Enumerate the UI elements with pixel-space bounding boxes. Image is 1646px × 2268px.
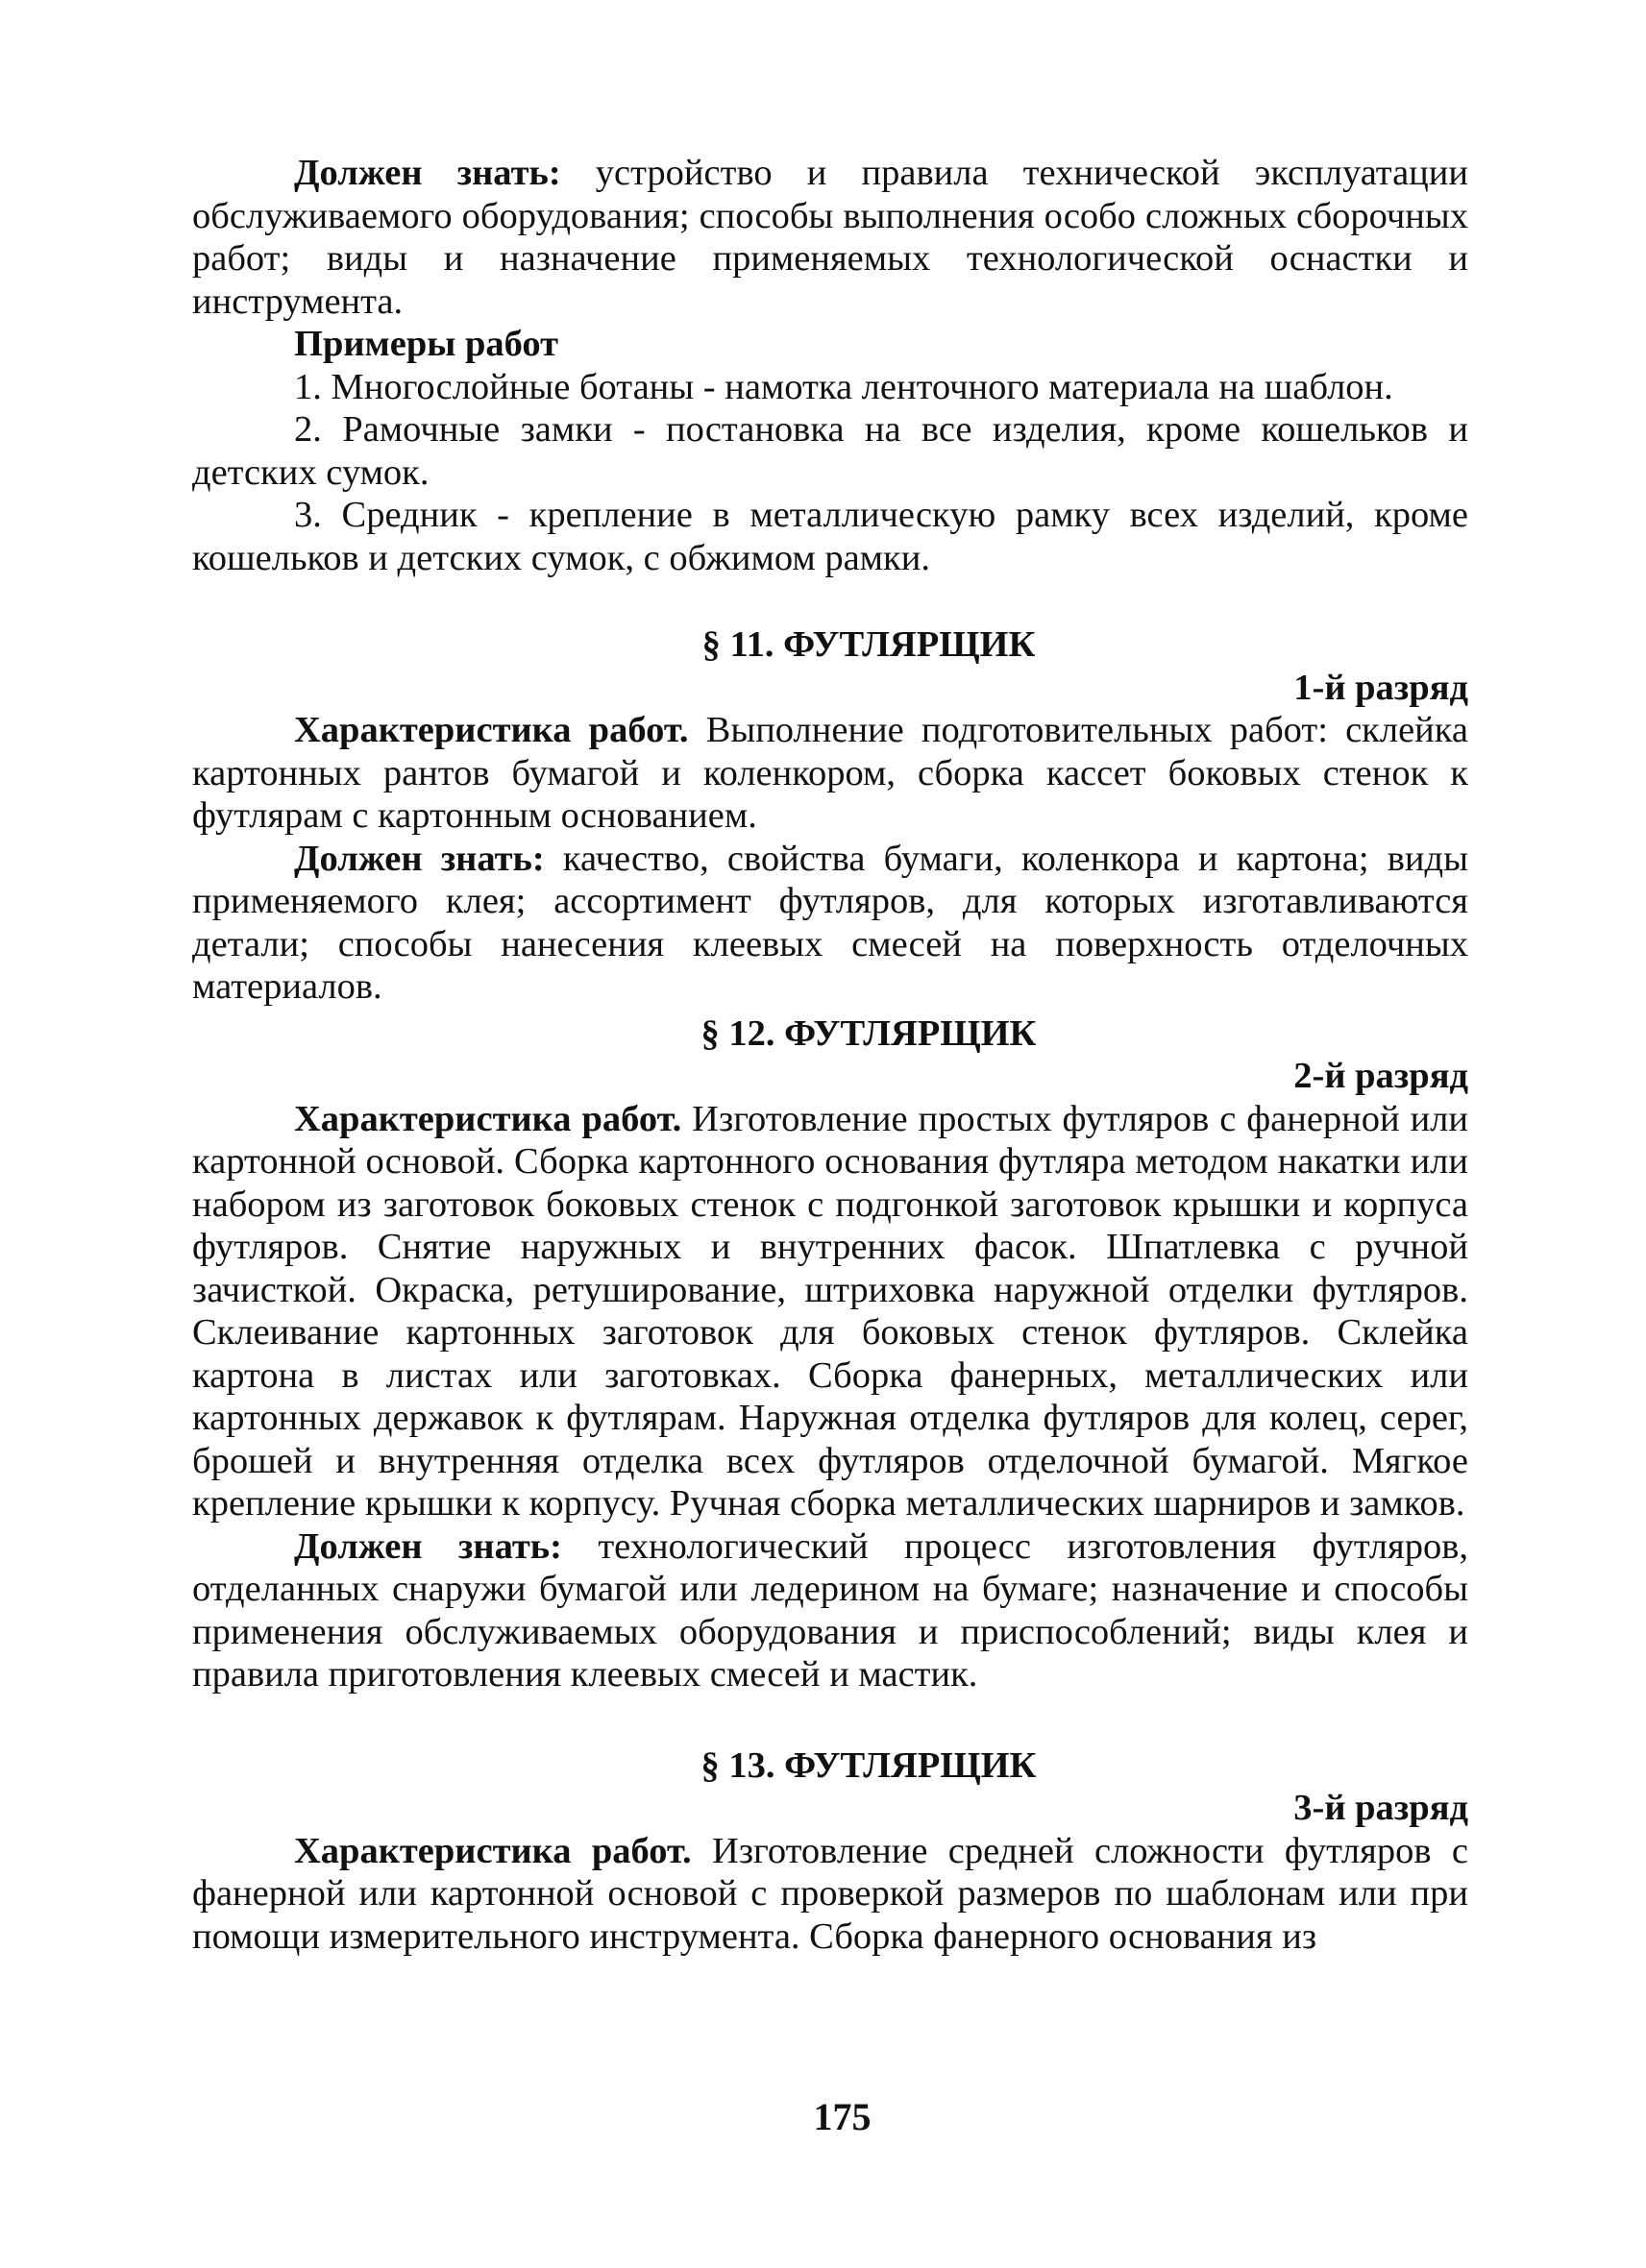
must-know-label: Должен знать: [294, 153, 561, 193]
example-item: 3. Средник - крепление в металлическую рамку всех изделий, кроме кошельков и детских сумок, с обжимом рамки. [192, 495, 1468, 578]
must-know-text: устройство и правила технической эксплуатации обслуживаемого оборудования; способы выполнения особо сложных сборочных работ; виды и назначение применяемых технологической оснастки и инструмента. [192, 153, 1468, 322]
section-grade: 1-й разряд [1293, 667, 1468, 708]
characteristic-paragraph [192, 1098, 1468, 1525]
characteristic-label: Характеристика работ. [294, 1830, 692, 1871]
example-item: 2. Рамочные замки - постановка на все изделия, кроме кошельков и детских сумок. [192, 409, 1468, 493]
section-grade: 2-й разряд [1293, 1056, 1468, 1096]
must-know-label: Должен знать: [294, 1525, 562, 1567]
characteristic-label: Характеристика работ. [294, 710, 689, 750]
must-know-paragraph [192, 1525, 1468, 1696]
section-grade: 3-й разряд [1293, 1788, 1468, 1828]
characteristic-text: Изготовление средней сложности футляров с фанерной или картонной основой с проверкой размеров по шаблонам или при помощи измерительного инструмента. Сборка фанерного основания из [192, 1830, 1468, 1957]
characteristic-paragraph [192, 1830, 1468, 1959]
section-title: § 13. ФУТЛЯРЩИК [700, 1744, 1037, 1786]
must-know-paragraph [192, 152, 1468, 323]
must-know-paragraph [192, 838, 1468, 1009]
must-know-label: Должен знать: [294, 838, 545, 879]
must-know-text: технологический процесс изготовления футляров, отделанных снаружи бумагой или ледерином на бумаге; назначение и способы применения обслуживаемых оборудования и приспособлений; виды клея и правила приготовления клеевых смесей и мастик. [192, 1525, 1468, 1695]
section-title: § 12. ФУТЛЯРЩИК [700, 1012, 1037, 1054]
characteristic-label: Характеристика работ. [294, 1098, 682, 1139]
characteristic-text: Выполнение подготовительных работ: склейка картонных рантов бумагой и коленкором, сборка кассет боковых стенок к футлярам с картонным основанием. [192, 710, 1468, 836]
characteristic-paragraph [192, 709, 1468, 838]
must-know-text: качество, свойства бумаги, коленкора и картона; виды применяемого клея; ассортимент футляров, для которых изготавливаются детали; способы нанесения клеевых смесей на поверхность отделочных материалов. [192, 838, 1468, 1007]
examples-heading: Примеры работ [294, 324, 559, 364]
characteristic-text: Изготовление простых футляров с фанерной или картонной основой. Сборка картонного основания футляра методом накатки или набором из заготовок боковых стенок с подгонкой заготовок крышки и корпуса футляров. Снятие наружных и внутренних фасок. Шпатлевка с ручной зачисткой. Окраска, ретуширование, штриховка наружной отделки футляров. Склеивание картонных заготовок для боковых стенок футляров. Склейка картона в листах или заготовках. Сборка фанерных, металлических или картонных державок к футлярам. Наружная отделка футляров для колец, серег, брошей и внутренняя отделка всех футляров отделочной бумагой. Мягкое крепление крышки к корпусу. Ручная сборка металлических шарниров и замков. [192, 1098, 1468, 1524]
section-title: § 11. ФУТЛЯРЩИК [701, 624, 1036, 665]
page-body [192, 152, 1468, 1958]
example-item: 1. Многослойные ботаны - намотка ленточного материала на шаблон. [294, 366, 1393, 407]
page-number: 175 [813, 2095, 872, 2138]
